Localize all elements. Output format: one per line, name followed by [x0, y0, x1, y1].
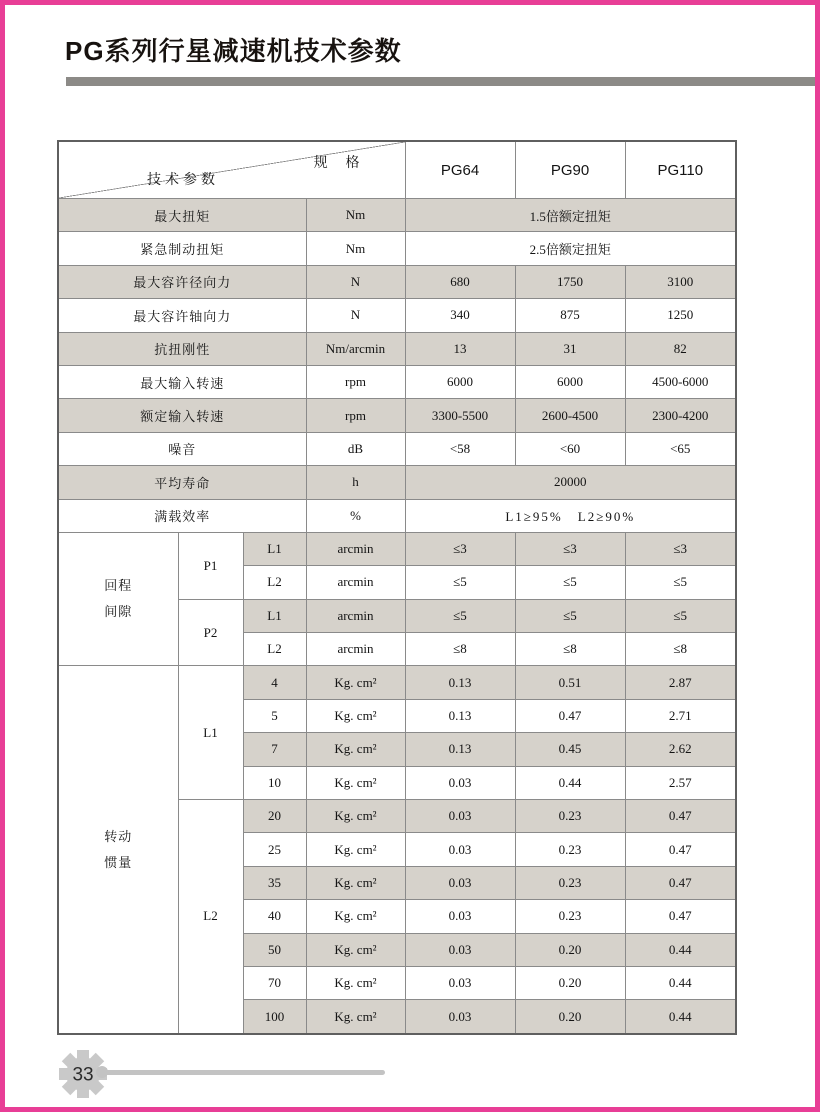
- page-title: PG系列行星减速机技术参数: [65, 36, 402, 66]
- value-cell: 0.03: [405, 1000, 515, 1034]
- value-cell: 20000: [405, 466, 736, 499]
- param-label-cell: 最大容许径向力: [58, 265, 306, 298]
- ratio-cell: 5: [243, 699, 306, 732]
- footer-line: [104, 1070, 385, 1075]
- value-cell: ≤5: [515, 566, 625, 599]
- value-cell: 2.57: [625, 766, 736, 799]
- value-cell: 0.03: [405, 933, 515, 966]
- unit-cell: Nm/arcmin: [306, 332, 405, 365]
- unit-cell: arcmin: [306, 599, 405, 632]
- value-cell: <60: [515, 432, 625, 465]
- unit-cell: Nm: [306, 232, 405, 265]
- ratio-cell: 10: [243, 766, 306, 799]
- param-label-cell: 最大容许轴向力: [58, 299, 306, 332]
- page-number: 33: [72, 1064, 94, 1086]
- unit-cell: arcmin: [306, 633, 405, 666]
- table-row: [58, 499, 736, 532]
- value-cell: 82: [625, 332, 736, 365]
- spec-header-label: 规 格: [313, 154, 367, 170]
- table-row: [58, 365, 736, 398]
- value-cell: 6000: [405, 365, 515, 398]
- unit-cell: h: [306, 466, 405, 499]
- value-cell: 1.5倍额定扭矩: [405, 199, 736, 232]
- table-row: [58, 332, 736, 365]
- value-cell: ≤5: [405, 566, 515, 599]
- ratio-cell: 25: [243, 833, 306, 866]
- table-row: [58, 265, 736, 298]
- unit-cell: rpm: [306, 365, 405, 398]
- value-cell: 0.47: [625, 866, 736, 899]
- stage-cell: L2: [178, 800, 243, 1034]
- unit-cell: Kg. cm²: [306, 833, 405, 866]
- unit-cell: arcmin: [306, 532, 405, 565]
- value-cell: 3100: [625, 265, 736, 298]
- spec-table: [57, 140, 737, 1035]
- value-cell: ≤8: [515, 633, 625, 666]
- table-row: [58, 199, 736, 232]
- model-column-header-pg110: PG110: [625, 141, 736, 199]
- value-cell: 0.03: [405, 800, 515, 833]
- grade-cell: P1: [178, 532, 243, 599]
- unit-cell: N: [306, 299, 405, 332]
- param-label-cell: 平均寿命: [58, 466, 306, 499]
- unit-cell: Kg. cm²: [306, 800, 405, 833]
- value-cell: 0.03: [405, 766, 515, 799]
- unit-cell: Kg. cm²: [306, 1000, 405, 1034]
- ratio-cell: 50: [243, 933, 306, 966]
- value-cell: 0.47: [625, 833, 736, 866]
- section-label-line: 转动: [104, 828, 133, 844]
- value-cell: ≤3: [625, 532, 736, 565]
- value-cell: 0.45: [515, 733, 625, 766]
- param-label-cell: 额定输入转速: [58, 399, 306, 432]
- level-cell: L1: [243, 532, 306, 565]
- value-cell: 1750: [515, 265, 625, 298]
- value-cell: ≤8: [405, 633, 515, 666]
- param-label-cell: 最大扭矩: [58, 199, 306, 232]
- value-cell: 0.44: [625, 933, 736, 966]
- ratio-cell: 40: [243, 900, 306, 933]
- unit-cell: N: [306, 265, 405, 298]
- section-label-backlash: [58, 532, 178, 666]
- table-row: [58, 299, 736, 332]
- param-label-cell: 噪音: [58, 432, 306, 465]
- value-cell: 0.03: [405, 833, 515, 866]
- value-cell: 6000: [515, 365, 625, 398]
- value-cell: 2.62: [625, 733, 736, 766]
- ratio-cell: 100: [243, 1000, 306, 1034]
- param-label-cell: 紧急制动扭矩: [58, 232, 306, 265]
- value-cell: 0.03: [405, 900, 515, 933]
- unit-cell: dB: [306, 432, 405, 465]
- unit-cell: %: [306, 499, 405, 532]
- level-cell: L1: [243, 599, 306, 632]
- params-header-label: 技术参数: [147, 171, 219, 187]
- unit-cell: arcmin: [306, 566, 405, 599]
- value-cell: 0.44: [625, 966, 736, 999]
- level-cell: L2: [243, 566, 306, 599]
- table-header-row: [58, 141, 736, 199]
- unit-cell: Kg. cm²: [306, 733, 405, 766]
- ratio-cell: 70: [243, 966, 306, 999]
- value-cell: 0.47: [625, 900, 736, 933]
- value-cell: 0.13: [405, 699, 515, 732]
- grade-cell: P2: [178, 599, 243, 666]
- value-cell: ≤8: [625, 633, 736, 666]
- unit-cell: Kg. cm²: [306, 766, 405, 799]
- unit-cell: Kg. cm²: [306, 900, 405, 933]
- value-cell: <58: [405, 432, 515, 465]
- value-cell: 0.23: [515, 900, 625, 933]
- table-row: [58, 399, 736, 432]
- value-cell: ≤3: [515, 532, 625, 565]
- unit-cell: Kg. cm²: [306, 666, 405, 699]
- value-cell: 2.71: [625, 699, 736, 732]
- unit-cell: Nm: [306, 199, 405, 232]
- value-cell: 13: [405, 332, 515, 365]
- table-row: [58, 432, 736, 465]
- title-underline-bar: [66, 77, 815, 86]
- value-cell: 0.47: [515, 699, 625, 732]
- value-cell: 875: [515, 299, 625, 332]
- stage-cell: L1: [178, 666, 243, 800]
- value-cell: 3300-5500: [405, 399, 515, 432]
- param-label-cell: 满载效率: [58, 499, 306, 532]
- unit-cell: Kg. cm²: [306, 866, 405, 899]
- value-cell: 4500-6000: [625, 365, 736, 398]
- ratio-cell: 35: [243, 866, 306, 899]
- unit-cell: rpm: [306, 399, 405, 432]
- value-cell: ≤3: [405, 532, 515, 565]
- value-cell: 0.23: [515, 866, 625, 899]
- value-cell: 2.87: [625, 666, 736, 699]
- table-row: [58, 666, 736, 699]
- section-label-line: 回程: [104, 578, 133, 594]
- value-cell: 340: [405, 299, 515, 332]
- corner-cell: [58, 141, 405, 199]
- param-label-cell: 最大输入转速: [58, 365, 306, 398]
- param-label-cell: 抗扭刚性: [58, 332, 306, 365]
- value-cell: 0.51: [515, 666, 625, 699]
- value-cell: 0.44: [515, 766, 625, 799]
- value-cell: 0.20: [515, 966, 625, 999]
- section-label-line: 惯量: [104, 854, 133, 870]
- ratio-cell: 7: [243, 733, 306, 766]
- value-cell: 0.20: [515, 1000, 625, 1034]
- value-cell: ≤5: [625, 599, 736, 632]
- value-cell: 0.44: [625, 1000, 736, 1034]
- value-cell: 0.13: [405, 666, 515, 699]
- table-row: [58, 532, 736, 565]
- table-row: [58, 466, 736, 499]
- value-cell: 0.20: [515, 933, 625, 966]
- section-label-line: 间隙: [104, 604, 133, 620]
- value-cell: 0.13: [405, 733, 515, 766]
- value-cell: 0.47: [625, 800, 736, 833]
- ratio-cell: 4: [243, 666, 306, 699]
- value-cell: 2300-4200: [625, 399, 736, 432]
- level-cell: L2: [243, 633, 306, 666]
- value-cell: <65: [625, 432, 736, 465]
- value-cell: 0.23: [515, 800, 625, 833]
- value-cell: ≤5: [515, 599, 625, 632]
- value-cell: L1≥95% L2≥90%: [405, 499, 736, 532]
- model-column-header-pg64: PG64: [405, 141, 515, 199]
- unit-cell: Kg. cm²: [306, 699, 405, 732]
- unit-cell: Kg. cm²: [306, 933, 405, 966]
- value-cell: 0.03: [405, 866, 515, 899]
- value-cell: 2600-4500: [515, 399, 625, 432]
- value-cell: 0.23: [515, 833, 625, 866]
- value-cell: 2.5倍额定扭矩: [405, 232, 736, 265]
- section-label-inertia: [58, 666, 178, 1034]
- ratio-cell: 20: [243, 800, 306, 833]
- value-cell: 1250: [625, 299, 736, 332]
- unit-cell: Kg. cm²: [306, 966, 405, 999]
- table-row: [58, 232, 736, 265]
- value-cell: ≤5: [625, 566, 736, 599]
- value-cell: ≤5: [405, 599, 515, 632]
- value-cell: 31: [515, 332, 625, 365]
- value-cell: 680: [405, 265, 515, 298]
- model-column-header-pg90: PG90: [515, 141, 625, 199]
- value-cell: 0.03: [405, 966, 515, 999]
